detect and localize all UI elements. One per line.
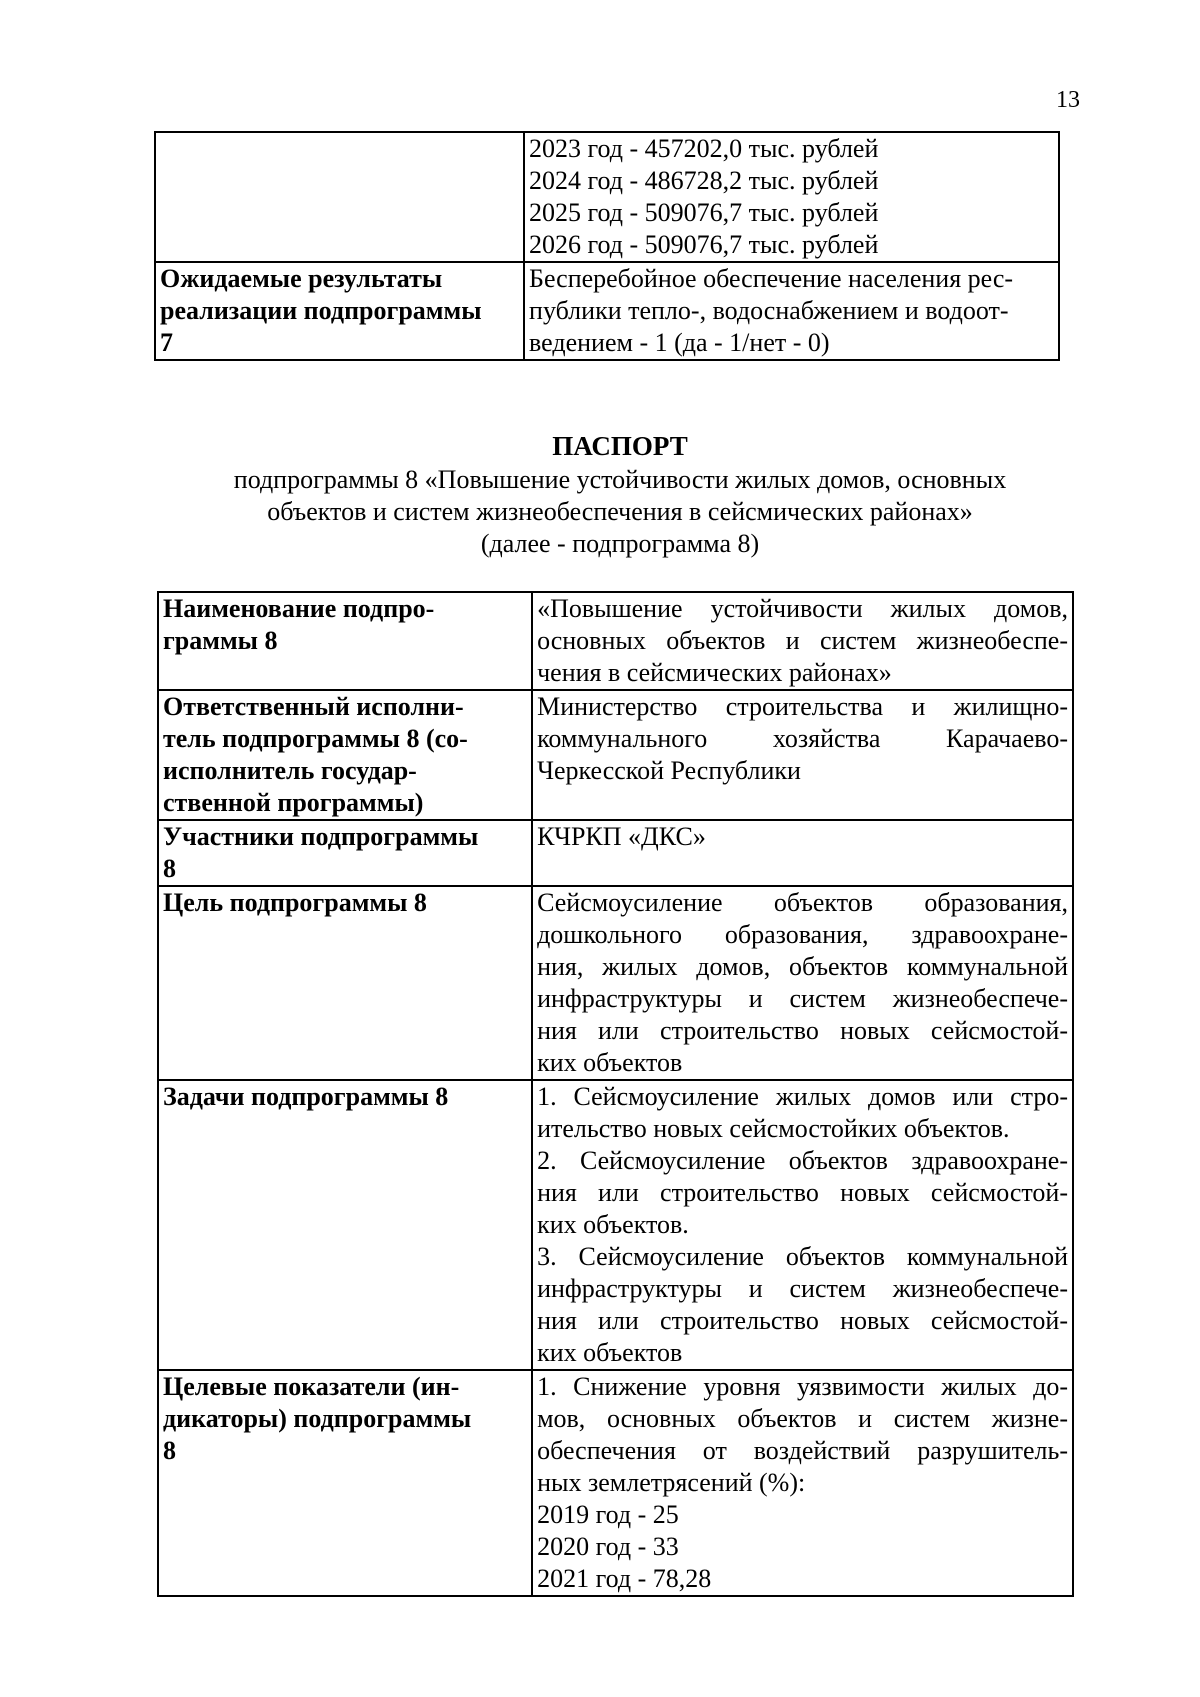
row-value-line: основных объектов и систем жизнеобеспе- bbox=[537, 626, 1068, 655]
row-value-line: 2. Сейсмоусиление объектов здравоохране- bbox=[537, 1146, 1068, 1175]
row-value bbox=[532, 592, 1073, 690]
row-label-line: ственной программы) bbox=[163, 788, 424, 817]
results-label-line: реализации подпрограммы bbox=[160, 296, 482, 325]
row-label bbox=[158, 592, 532, 690]
row-value-line: ких объектов. bbox=[537, 1210, 689, 1239]
passport-title: ПАСПОРТ bbox=[552, 431, 688, 461]
row-value-line: Черкесской Республики bbox=[537, 756, 801, 785]
row-value bbox=[532, 1080, 1073, 1370]
results-value-line: ведением - 1 (да - 1/нет - 0) bbox=[529, 328, 830, 357]
row-value-line: 1. Снижение уровня уязвимости жилых до- bbox=[537, 1372, 1068, 1401]
results-row bbox=[155, 262, 1059, 360]
row-value-line: 2019 год - 25 bbox=[537, 1500, 679, 1529]
row-value-line: ких объектов bbox=[537, 1048, 683, 1077]
page-number: 13 bbox=[1056, 87, 1080, 113]
row-value-line: дошкольного образования, здравоохране- bbox=[537, 920, 1068, 949]
row-value-line: «Повышение устойчивости жилых домов, bbox=[537, 594, 1068, 623]
row-value-line: Министерство строительства и жилищно- bbox=[537, 692, 1068, 721]
results-value-line: публики тепло-, водоснабжением и водоот- bbox=[529, 296, 1009, 325]
funding-line: 2026 год - 509076,7 тыс. рублей bbox=[529, 230, 879, 259]
results-label-line: Ожидаемые результаты bbox=[160, 264, 443, 293]
row-value-line: 3. Сейсмоусиление объектов коммунальной bbox=[537, 1242, 1068, 1271]
row-value-line: 2020 год - 33 bbox=[537, 1532, 679, 1561]
top-table bbox=[154, 131, 1060, 361]
passport-row-executor bbox=[158, 690, 1073, 820]
row-value-line: ких объектов bbox=[537, 1338, 683, 1367]
row-label-line: дикаторы) подпрограммы bbox=[163, 1404, 472, 1433]
row-label-line: 8 bbox=[163, 1436, 176, 1465]
row-label bbox=[158, 1370, 532, 1596]
funding-label-cell bbox=[155, 132, 524, 262]
row-label-line: тель подпрограммы 8 (со- bbox=[163, 724, 468, 753]
row-value-line: КЧРКП «ДКС» bbox=[537, 822, 706, 851]
passport-subtitle-line: объектов и систем жизнеобеспечения в сейсмических районах» bbox=[267, 497, 973, 526]
row-value-line: мов, основных объектов и систем жизне- bbox=[537, 1404, 1068, 1433]
passport-row-tasks bbox=[158, 1080, 1073, 1370]
row-label bbox=[158, 820, 532, 886]
row-value bbox=[532, 1370, 1073, 1596]
row-label bbox=[158, 690, 532, 820]
passport-subtitle bbox=[140, 464, 1100, 560]
row-label bbox=[158, 1080, 532, 1370]
passport-table bbox=[157, 591, 1074, 1597]
row-value bbox=[532, 820, 1073, 886]
row-value-line: ния или строительство новых сейсмостой- bbox=[537, 1178, 1068, 1207]
funding-line: 2025 год - 509076,7 тыс. рублей bbox=[529, 198, 879, 227]
row-value-line: ительство новых сейсмостойких объектов. bbox=[537, 1114, 1010, 1143]
row-label-line: Цель подпрограммы 8 bbox=[163, 888, 427, 917]
row-label-line: Ответственный исполни- bbox=[163, 692, 464, 721]
row-label-line: 8 bbox=[163, 854, 176, 883]
row-value-line: Сейсмоусиление объектов образования, bbox=[537, 888, 1068, 917]
passport-row-name bbox=[158, 592, 1073, 690]
row-value-line: 2021 год - 78,28 bbox=[537, 1564, 712, 1593]
row-value-line: инфраструктуры и систем жизнеобеспече- bbox=[537, 1274, 1068, 1303]
results-label-line: 7 bbox=[160, 328, 173, 357]
row-label-line: Задачи подпрограммы 8 bbox=[163, 1082, 449, 1111]
row-label-line: Наименование подпро- bbox=[163, 594, 435, 623]
funding-line: 2024 год - 486728,2 тыс. рублей bbox=[529, 166, 879, 195]
funding-row bbox=[155, 132, 1059, 262]
row-value-line: ных землетрясений (%): bbox=[537, 1468, 806, 1497]
row-value bbox=[532, 690, 1073, 820]
row-label-line: Участники подпрограммы bbox=[163, 822, 479, 851]
funding-value-cell bbox=[524, 132, 1059, 262]
passport-subtitle-line: (далее - подпрограмма 8) bbox=[480, 529, 760, 558]
row-value-line: ния или строительство новых сейсмостой- bbox=[537, 1306, 1068, 1335]
row-value-line: ния, жилых домов, объектов коммунальной bbox=[537, 952, 1068, 981]
row-value-line: 1. Сейсмоусиление жилых домов или стро- bbox=[537, 1082, 1068, 1111]
row-label-line: исполнитель государ- bbox=[163, 756, 417, 785]
passport-row-goal bbox=[158, 886, 1073, 1080]
row-value-line: обеспечения от воздействий разрушитель- bbox=[537, 1436, 1068, 1465]
row-label-line: Целевые показатели (ин- bbox=[163, 1372, 460, 1401]
funding-line: 2023 год - 457202,0 тыс. рублей bbox=[529, 134, 879, 163]
row-value-line: ния или строительство новых сейсмостой- bbox=[537, 1016, 1068, 1045]
row-value-line: чения в сейсмических районах» bbox=[537, 658, 892, 687]
passport-row-participants bbox=[158, 820, 1073, 886]
row-value bbox=[532, 886, 1073, 1080]
results-value-cell bbox=[524, 262, 1059, 360]
row-value-line: коммунального хозяйства Карачаево- bbox=[537, 724, 1068, 753]
results-label-cell bbox=[155, 262, 524, 360]
passport-row-indicators bbox=[158, 1370, 1073, 1596]
row-label bbox=[158, 886, 532, 1080]
row-label-line: граммы 8 bbox=[163, 626, 278, 655]
passport-subtitle-line: подпрограммы 8 «Повышение устойчивости жилых домов, основных bbox=[233, 465, 1007, 494]
row-value-line: инфраструктуры и систем жизнеобеспече- bbox=[537, 984, 1068, 1013]
results-value-line: Бесперебойное обеспечение населения рес- bbox=[529, 264, 1014, 293]
